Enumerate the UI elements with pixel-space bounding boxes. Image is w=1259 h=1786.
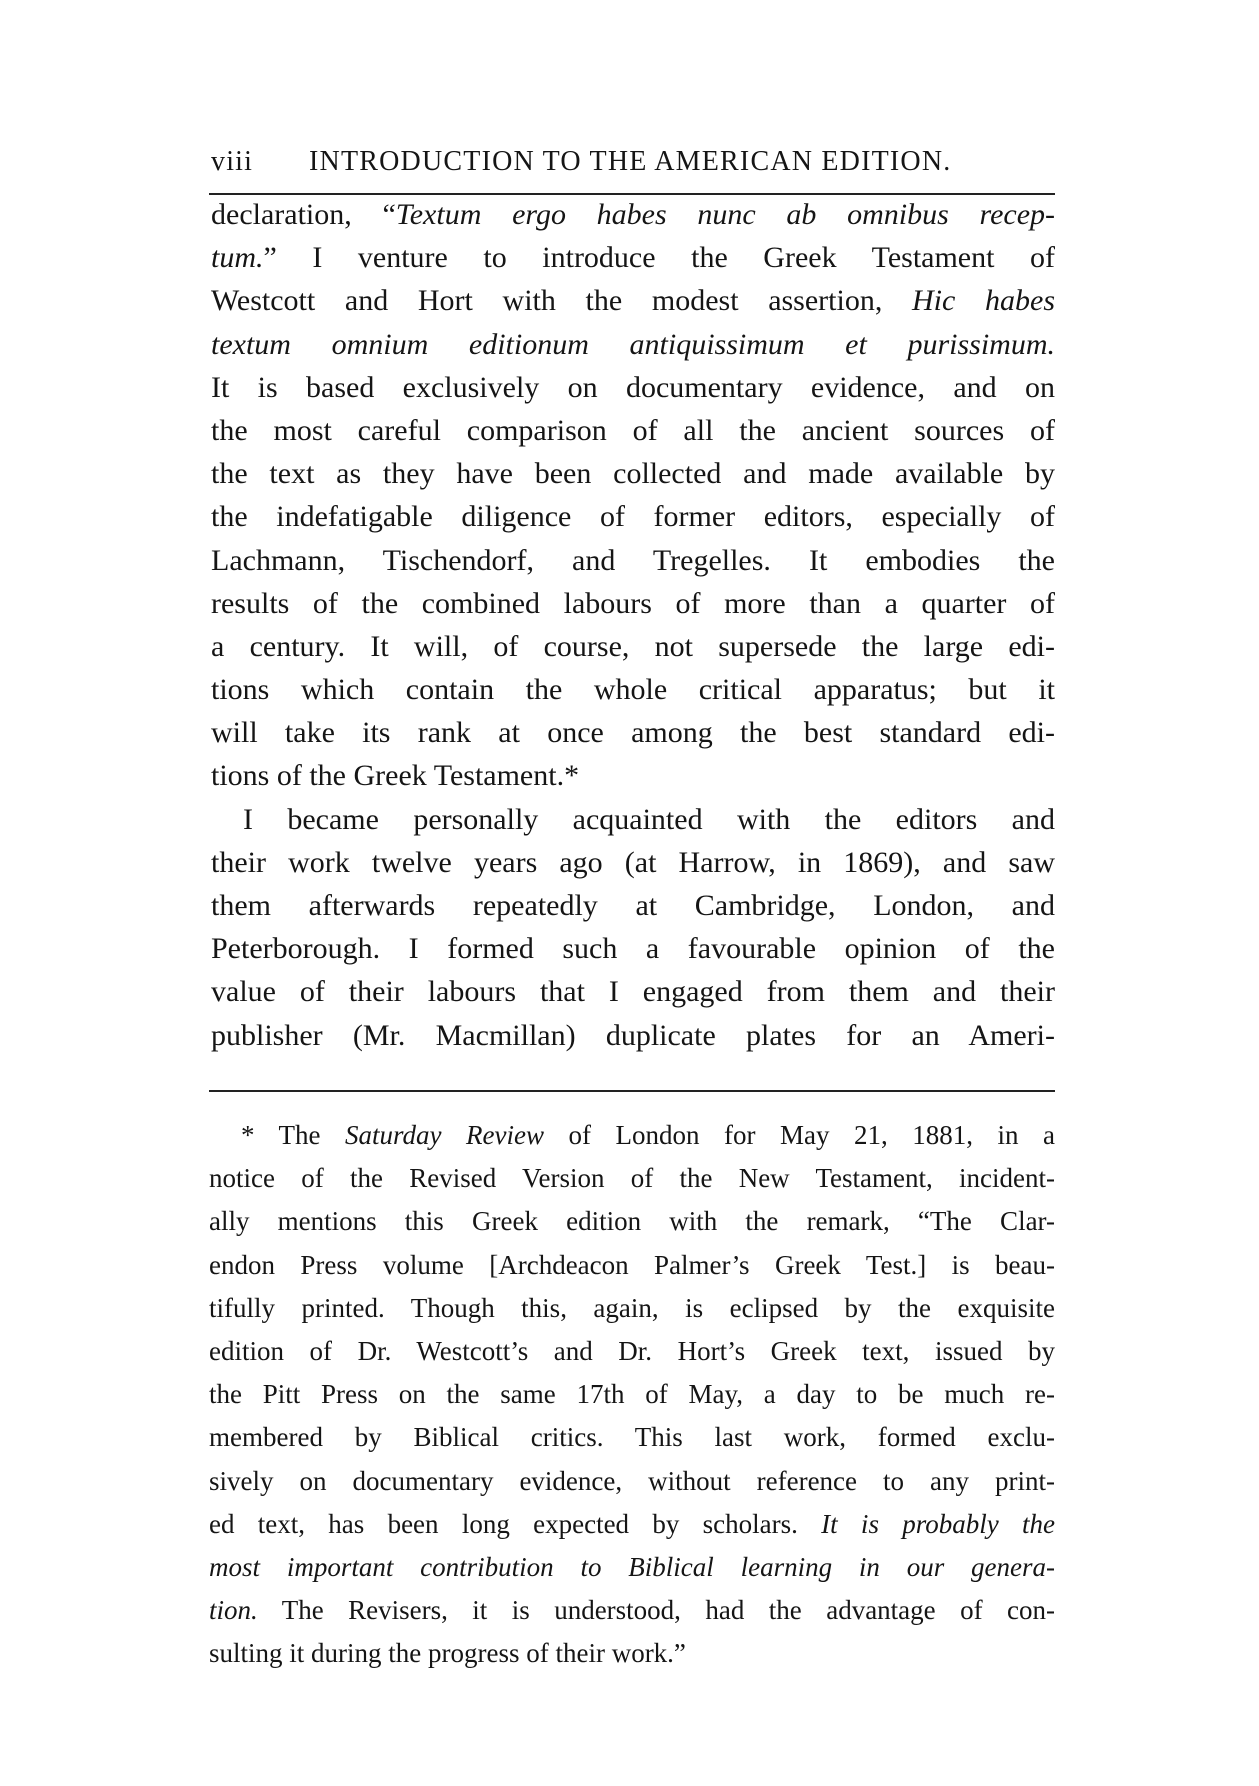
text-line: them afterwards repeatedly at Cambridge, London, and — [211, 889, 1055, 922]
text-line: tions which contain the whole critical apparatus; but it — [211, 673, 1055, 707]
text-line: It is based exclusively on documentary evidence, and on — [211, 370, 1055, 404]
footnote-line: the Pitt Press on the same 17th of May, a day to be much re- — [209, 1379, 1055, 1410]
footnote-line: endon Press volume [Archdeacon Palmer’s Greek Test.] is beau- — [209, 1249, 1055, 1280]
footnote-line: sively on documentary evidence, without reference to any print- — [209, 1465, 1055, 1496]
text-line: Westcott and Hort with the modest assertion, Hic habes — [211, 284, 1055, 318]
text-line: value of their labours that I engaged from them and their — [211, 975, 1055, 1009]
text-line: I became personally acquainted with the editors and — [243, 802, 1055, 836]
text-line: results of the combined labours of more than a quarter of — [211, 586, 1055, 620]
footnote-rule — [209, 1090, 1055, 1092]
text-line: textum omnium editionum antiquissimum et purissimum. — [211, 327, 1055, 361]
footnote-line: sulting it during the progress of their work.” — [209, 1638, 686, 1669]
running-header — [209, 146, 1055, 182]
footnote-line: most important contribution to Biblical learning in our genera- — [209, 1551, 1055, 1582]
text-line: the most careful comparison of all the ancient sources of — [211, 413, 1055, 447]
footnote-line: membered by Biblical critics. This last work, formed exclu- — [209, 1422, 1055, 1453]
text-line: a century. It will, of course, not supersede the large edi- — [211, 629, 1055, 663]
text-line: Lachmann, Tischendorf, and Tregelles. It embodies the — [211, 543, 1055, 577]
page-number: viii — [211, 146, 254, 177]
text-line: Peterborough. I formed such a favourable opinion of the — [211, 932, 1055, 966]
main-text — [211, 193, 1055, 1057]
footnote-line: * The Saturday Review of London for May 21, 1881, in a — [241, 1120, 1055, 1150]
text-line: the indefatigable diligence of former editors, especially of — [211, 500, 1055, 534]
footnote-line: notice of the Revised Version of the New Testament, incident- — [209, 1163, 1055, 1194]
text-line: tum.” I venture to introduce the Greek Testament of — [211, 241, 1055, 275]
footnote-line: ed text, has been long expected by scholars. It is probably the — [209, 1508, 1055, 1539]
footnote-line: tion. The Revisers, it is understood, had the advantage of con- — [209, 1595, 1055, 1626]
text-line: tions of the Greek Testament.* — [211, 759, 580, 793]
text-line: the text as they have been collected and made available by — [211, 457, 1055, 491]
text-line: declaration, “Textum ergo habes nunc ab omnibus recep- — [211, 198, 1055, 231]
footnote-line: ally mentions this Greek edition with the remark, “The Clar- — [209, 1206, 1055, 1237]
footnote — [209, 1117, 1055, 1678]
running-title: INTRODUCTION TO THE AMERICAN EDITION. — [309, 146, 952, 177]
text-line: will take its rank at once among the best standard edi- — [211, 716, 1055, 750]
footnote-line: edition of Dr. Westcott’s and Dr. Hort’s Greek text, issued by — [209, 1335, 1055, 1366]
text-line: publisher (Mr. Macmillan) duplicate plates for an Ameri- — [211, 1018, 1055, 1052]
text-line: their work twelve years ago (at Harrow, in 1869), and saw — [211, 845, 1055, 879]
footnote-line: tifully printed. Though this, again, is eclipsed by the exquisite — [209, 1292, 1055, 1323]
